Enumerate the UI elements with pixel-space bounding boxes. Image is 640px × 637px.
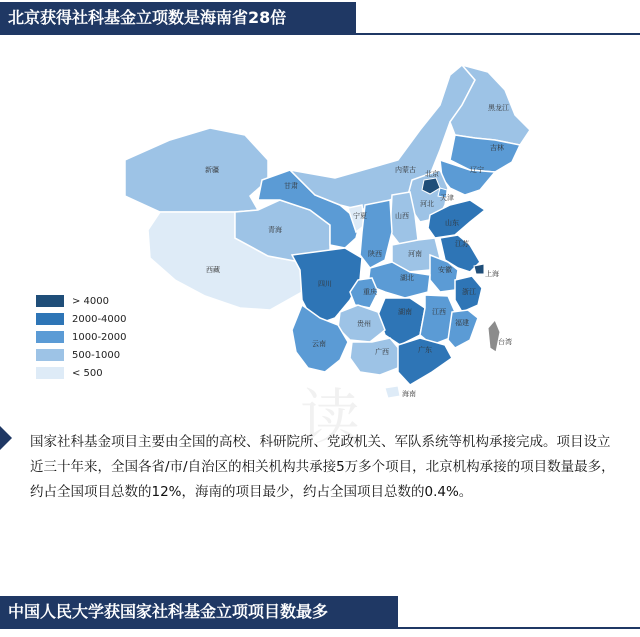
label-chongqing: 重庆: [363, 288, 377, 296]
legend-swatch: [36, 313, 64, 325]
province-shanghai: [474, 264, 484, 274]
label-sichuan: 四川: [318, 280, 332, 288]
legend-swatch: [36, 295, 64, 307]
label-shandong: 山东: [445, 219, 459, 227]
label-ningxia: 宁夏: [353, 212, 367, 220]
label-yunnan: 云南: [312, 340, 326, 348]
label-neimenggu: 内蒙古: [395, 166, 416, 174]
label-beijing: 北京: [425, 170, 439, 178]
label-guangxi: 广西: [375, 348, 389, 356]
label-tianjin: 天津: [440, 194, 454, 202]
label-shanghai: 上海: [485, 270, 499, 278]
label-heilongjiang: 黑龙江: [488, 104, 509, 112]
legend-label: 1000-2000: [72, 331, 127, 343]
label-guizhou: 贵州: [357, 320, 371, 328]
label-jilin: 吉林: [490, 144, 504, 152]
legend-item: [36, 292, 127, 310]
label-anhui: 安徽: [438, 266, 452, 274]
bottom-header-title: 中国人民大学获国家社科基金立项项目数最多: [0, 596, 398, 628]
label-hebei: 河北: [420, 200, 434, 208]
label-qinghai: 青海: [268, 226, 282, 234]
map-legend: [36, 292, 127, 382]
legend-label: 2000-4000: [72, 313, 127, 325]
top-header-line: [0, 33, 640, 35]
legend-label: > 4000: [72, 295, 110, 307]
province-hainan: [385, 386, 400, 398]
bottom-header-line: [0, 627, 640, 629]
label-hubei: 湖北: [400, 274, 414, 282]
label-xizang: 西藏: [206, 266, 220, 274]
legend-swatch: [36, 331, 64, 343]
label-hainan: 海南: [402, 390, 416, 398]
legend-swatch: [36, 367, 64, 379]
label-xinjiang: 新疆: [205, 166, 219, 174]
label-taiwan: 台湾: [498, 338, 512, 346]
watermark: 读: [300, 383, 360, 453]
label-jiangsu: 江苏: [455, 240, 469, 248]
legend-item: [36, 364, 127, 382]
label-gansu: 甘肃: [284, 182, 298, 190]
legend-swatch: [36, 349, 64, 361]
legend-item: [36, 328, 127, 346]
label-liaoning: 辽宁: [470, 166, 484, 174]
label-guangdong: 广东: [418, 346, 432, 354]
legend-label: 500-1000: [72, 349, 121, 361]
province-fujian: [448, 310, 478, 348]
label-fujian: 福建: [455, 319, 469, 327]
province-taiwan: [488, 320, 500, 352]
label-henan: 河南: [408, 250, 422, 258]
province-xinjiang: [125, 128, 268, 212]
label-jiangxi: 江西: [432, 308, 446, 316]
label-shanxi: 山西: [395, 212, 409, 220]
legend-item: [36, 310, 127, 328]
label-hunan: 湖南: [398, 308, 412, 316]
label-shaanxi: 陕西: [368, 250, 382, 258]
description-paragraph: 国家社科基金项目主要由全国的高校、科研院所、党政机关、军队系统等机构承接完成。项目设立近三十年来，全国各省/市/自治区的相关机构共承接5万多个项目，北京机构承接的项目数量最多，约占全国项目总数的12%，海南的项目最少，约占全国项目总数的0.4%。: [30, 434, 615, 500]
legend-label: < 500: [72, 367, 103, 379]
top-header-title: 北京获得社科基金立项数是海南省28倍: [0, 2, 356, 34]
label-zhejiang: 浙江: [462, 288, 476, 296]
legend-item: [36, 346, 127, 364]
section-arrow-icon: [0, 426, 12, 450]
